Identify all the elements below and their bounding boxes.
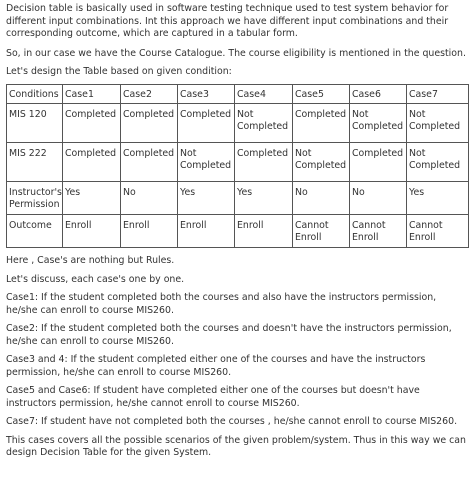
header-case7: Case7 [407, 84, 469, 104]
table-cell: Outcome [7, 215, 63, 248]
header-conditions: Conditions [7, 84, 63, 104]
decision-table [6, 84, 469, 249]
table-cell: Completed [121, 104, 178, 143]
table-cell: Enroll [178, 215, 235, 248]
table-header-row [7, 84, 469, 104]
table-cell: MIS 222 [7, 143, 63, 182]
case2-paragraph: Case2: If the student completed both the courses and doesn't have the instructors permission, he/she can enroll to course MIS260. [6, 323, 452, 347]
table-row-outcome [7, 215, 469, 248]
table-cell: Not Completed [350, 104, 407, 143]
table-cell: MIS 120 [7, 104, 63, 143]
table-cell: Not Completed [407, 143, 469, 182]
table-cell: Completed [63, 143, 121, 182]
header-case2: Case2 [121, 84, 178, 104]
discuss-paragraph: Let's discuss, each case's one by one. [6, 273, 185, 285]
table-cell: Not Completed [235, 104, 293, 143]
table-cell: No [350, 182, 407, 215]
table-cell: Enroll [121, 215, 178, 248]
table-row-permission [7, 182, 469, 215]
table-cell: Enroll [235, 215, 293, 248]
conclusion-paragraph: This cases covers all the possible scenarios of the given problem/system. Thus in this way we can design Decision Table for the given System. [6, 434, 466, 458]
table-cell: Cannot Enroll [407, 215, 469, 248]
rules-paragraph: Here , Case's are nothing but Rules. [6, 255, 175, 266]
table-cell: Completed [235, 143, 293, 182]
table-cell: Yes [235, 182, 293, 215]
header-case4: Case4 [235, 84, 293, 104]
case34-paragraph: Case3 and 4: If the student completed either one of the courses and have the instructors permission, he/she can enroll to course MIS260. [6, 354, 426, 378]
table-cell: Yes [178, 182, 235, 215]
table-cell: Completed [121, 143, 178, 182]
table-row-mis222 [7, 143, 469, 182]
table-cell: Cannot Enroll [293, 215, 350, 248]
table-cell: Completed [178, 104, 235, 143]
table-cell: Enroll [63, 215, 121, 248]
table-cell: Completed [293, 104, 350, 143]
table-cell: Instructor's Permission [7, 182, 63, 215]
case1-paragraph: Case1: If the student completed both the courses and also have the instructors permission, he/she can enroll to course MIS260. [6, 292, 437, 316]
intro-paragraph: Decision table is basically used in software testing technique used to test system behavior for different input combinations. Int this approach we have different input combinations and their corresponding outcome, which are captured in a tabular form. [6, 3, 449, 39]
table-cell: Completed [63, 104, 121, 143]
table-cell: Yes [63, 182, 121, 215]
case56-paragraph: Case5 and Case6: If student have completed either one of the courses but doesn't have instructors permission, he/she cannot enroll to course MIS260. [6, 385, 420, 409]
table-cell: Cannot Enroll [350, 215, 407, 248]
table-cell: Yes [407, 182, 469, 215]
header-case5: Case5 [293, 84, 350, 104]
header-case3: Case3 [178, 84, 235, 104]
case-catalogue-paragraph: So, in our case we have the Course Catalogue. The course eligibility is mentioned in the question. [6, 47, 466, 59]
table-cell: Completed [350, 143, 407, 182]
header-case6: Case6 [350, 84, 407, 104]
design-paragraph: Let's design the Table based on given condition: [6, 66, 232, 77]
table-cell: No [293, 182, 350, 215]
case7-paragraph: Case7: If student have not completed both the courses , he/she cannot enroll to course MIS260. [6, 416, 458, 427]
table-cell: Not Completed [178, 143, 235, 182]
table-cell: Not Completed [293, 143, 350, 182]
table-row-mis120 [7, 104, 469, 143]
header-case1: Case1 [63, 84, 121, 104]
table-cell: Not Completed [407, 104, 469, 143]
table-cell: No [121, 182, 178, 215]
